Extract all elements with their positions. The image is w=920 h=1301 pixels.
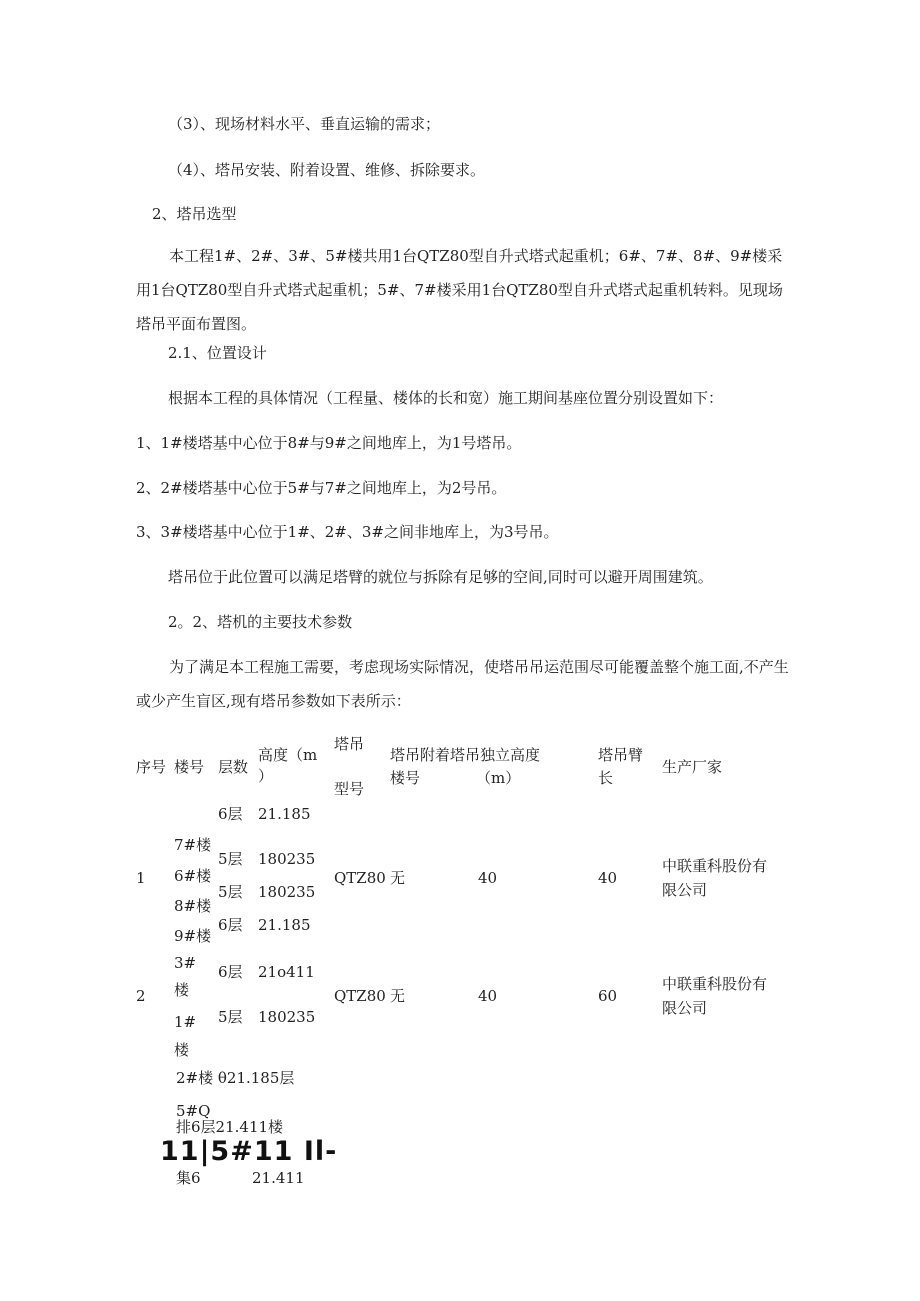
header-model-2: 型号 [334, 780, 365, 798]
group2-floors-1: 6层 [218, 963, 243, 981]
group1-building-2: 6#楼 [174, 867, 212, 885]
group2-building-3: 1# [174, 1013, 197, 1031]
group2-building-1: 3# [174, 954, 197, 972]
header-model-1: 塔吊 [334, 735, 365, 753]
tail-line-1: 2#楼 θ21.185层 [176, 1069, 295, 1087]
row0-height: 21.185 [258, 805, 311, 823]
tail-line-4a: 集6 [176, 1169, 201, 1187]
group2-height-2: 180235 [258, 1008, 316, 1026]
group2-maker-2: 限公司 [662, 999, 708, 1017]
position-item-3: 3、3#楼塔基中心位于1#、2#、3#之间非地库上，为3号吊。 [136, 523, 559, 541]
tail-line-3: 排6层21.411楼 [176, 1118, 284, 1136]
header-building: 楼号 [174, 758, 205, 776]
item-3: （3）、现场材料水平、垂直运输的需求； [168, 115, 441, 133]
group1-floors-2: 5层 [218, 883, 243, 901]
tail-line-4b: 21.411 [252, 1169, 305, 1187]
group1-arm: 40 [598, 869, 618, 887]
row0-floors: 6层 [218, 805, 243, 823]
header-indep-2: （m） [476, 769, 521, 787]
group1-maker-1: 中联重科股份有 [662, 857, 768, 875]
group2-floors-2: 5层 [218, 1008, 243, 1026]
group1-height-2: 180235 [258, 883, 316, 901]
group1-floors-1: 5层 [218, 850, 243, 868]
position-note: 塔吊位于此位置可以满足塔臂的就位与拆除有足够的空间,同时可以避开周围建筑。 [168, 568, 713, 586]
header-arm-2: 长 [598, 769, 614, 787]
group1-building-3: 8#楼 [174, 897, 212, 915]
group2-attach: 无 [390, 987, 406, 1005]
group1-height-1: 180235 [258, 850, 316, 868]
group2-model: QTZ80 [334, 987, 386, 1005]
group1-attach: 无 [390, 869, 406, 887]
section-2-paragraph: 本工程1#、2#、3#、5#楼共用1台QTZ80型自升式塔式起重机；6#、7#、8#、9#楼采用1台QTZ80型自升式塔式起重机；5#、7#楼采用1台QTZ80型自升式塔式起重机转料。见现场塔吊平面布置图。 [136, 247, 783, 333]
header-height-1: 高度（m [258, 746, 318, 764]
section-2-1-intro: 根据本工程的具体情况（工程量、楼体的长和宽）施工期间基座位置分别设置如下： [168, 389, 724, 407]
group1-seq: 1 [136, 869, 146, 887]
group2-indep: 40 [478, 987, 498, 1005]
header-floors: 层数 [218, 758, 249, 776]
item-4: （4）、塔吊安装、附着设置、维修、拆除要求。 [168, 161, 486, 179]
header-attach-2: 楼号 [390, 769, 421, 787]
header-maker: 生产厂家 [662, 758, 723, 776]
group1-building-1: 7#楼 [174, 836, 212, 854]
section-2-2-heading: 2。2、塔机的主要技术参数 [168, 613, 353, 631]
tail-line-2: 5#Q [176, 1102, 211, 1120]
section-2-heading: 2、塔吊选型 [152, 205, 237, 223]
header-height-2: ） [258, 767, 274, 785]
header-indep-1: 塔吊独立高度 [450, 746, 541, 764]
header-arm-1: 塔吊臂 [598, 746, 644, 764]
group1-height-3: 21.185 [258, 916, 311, 934]
group2-maker-1: 中联重科股份有 [662, 975, 768, 993]
group2-building-2: 楼 [174, 981, 190, 999]
tail-garbled: 11|5#11 Il- [160, 1136, 338, 1167]
section-2-1-heading: 2.1、位置设计 [168, 344, 267, 362]
group1-building-4: 9#楼 [174, 927, 212, 945]
position-item-2: 2、2#楼塔基中心位于5#与7#之间地库上，为2号吊。 [136, 479, 507, 497]
group1-indep: 40 [478, 869, 498, 887]
group2-seq: 2 [136, 987, 146, 1005]
group2-arm: 60 [598, 987, 618, 1005]
group1-maker-2: 限公司 [662, 881, 708, 899]
group1-floors-3: 6层 [218, 916, 243, 934]
section-2-2-paragraph: 为了满足本工程施工需要，考虑现场实际情况，使塔吊吊运范围尽可能覆盖整个施工面,不产生或少产生盲区,现有塔吊参数如下表所示： [136, 658, 789, 710]
position-item-1: 1、1#楼塔基中心位于8#与9#之间地库上，为1号塔吊。 [136, 434, 522, 452]
group1-model: QTZ80 [334, 869, 386, 887]
group2-height-1: 21o411 [258, 963, 315, 981]
group2-building-4: 楼 [174, 1041, 190, 1059]
header-attach-1: 塔吊附着 [390, 746, 451, 764]
header-seq: 序号 [136, 758, 167, 776]
